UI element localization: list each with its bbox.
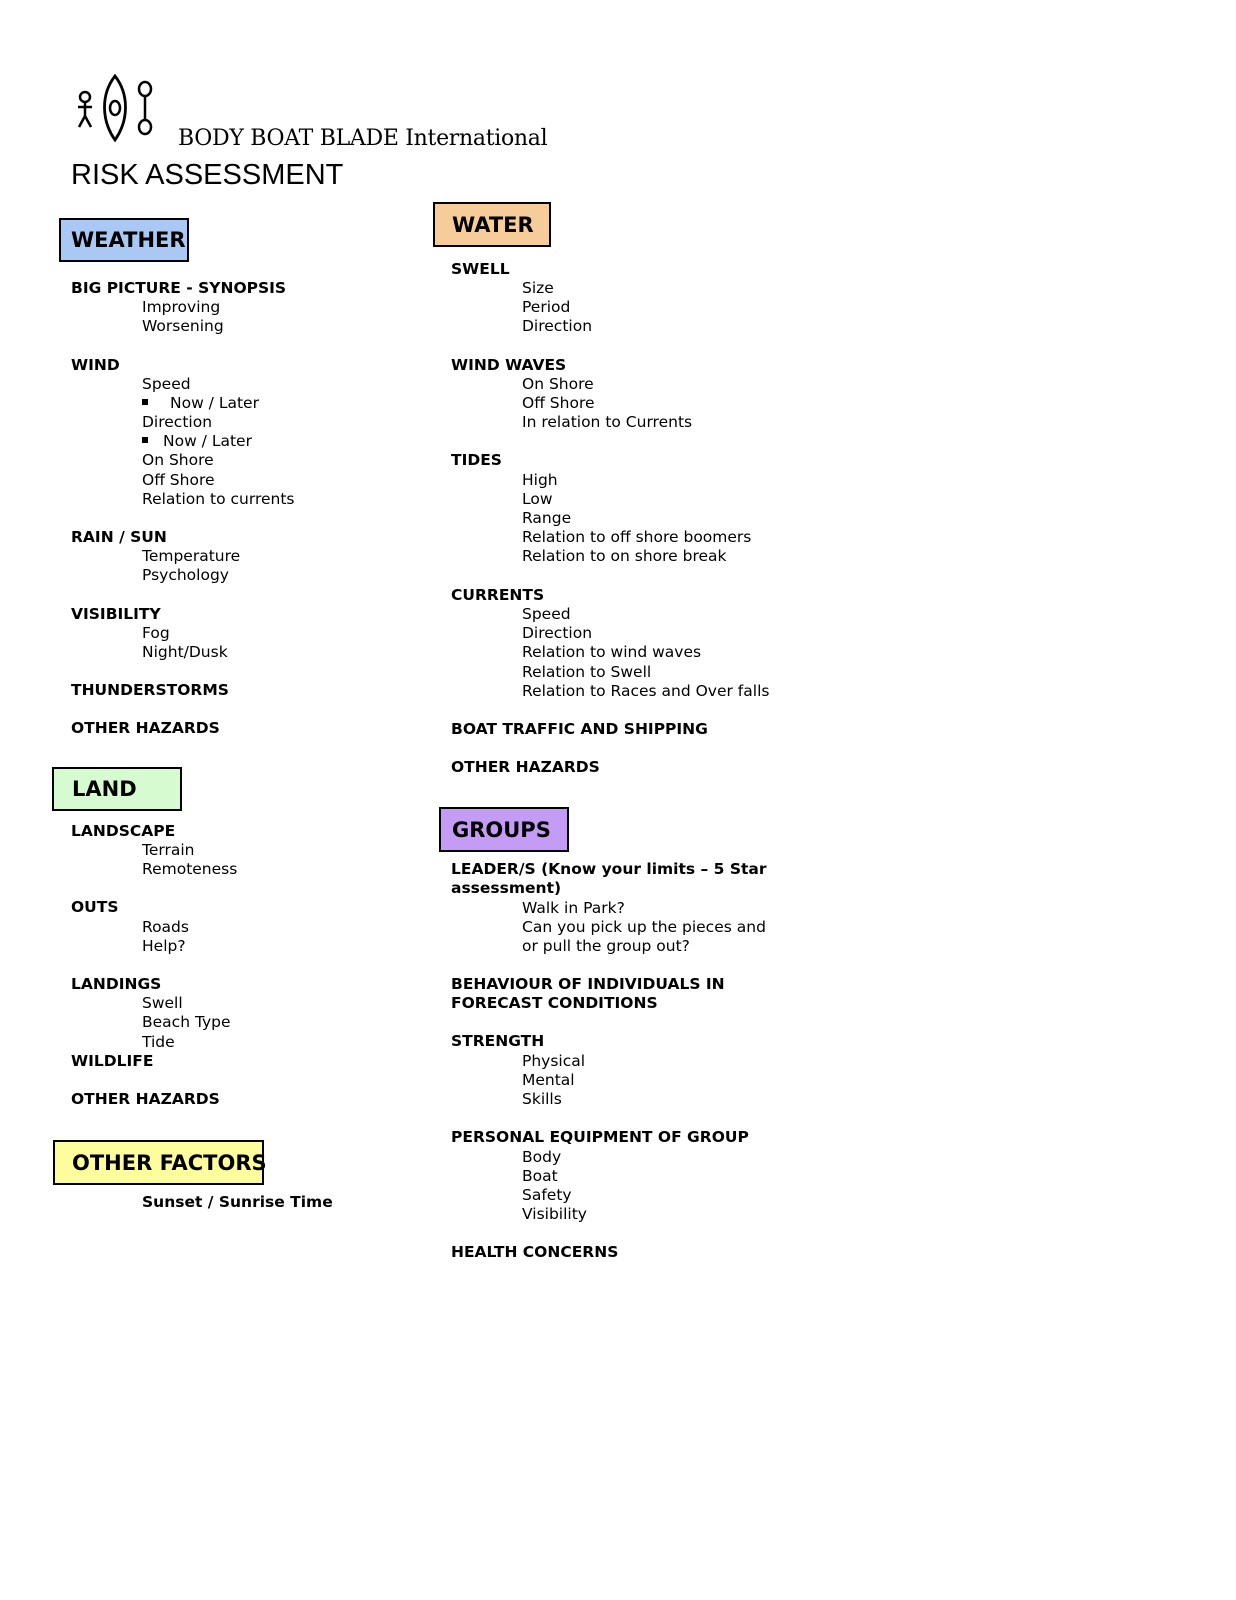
strength-heading: STRENGTH bbox=[451, 1032, 545, 1050]
list-item: Speed bbox=[142, 375, 191, 393]
list-item: Low bbox=[522, 490, 553, 508]
other-factors-label: OTHER FACTORS bbox=[72, 1150, 267, 1175]
list-item: Visibility bbox=[522, 1205, 587, 1223]
bullet-item-label: Now / Later bbox=[170, 394, 259, 412]
water-label: WATER bbox=[452, 212, 534, 237]
list-item: Period bbox=[522, 298, 571, 316]
list-item: Fog bbox=[142, 624, 170, 642]
list-item: Boat bbox=[522, 1167, 558, 1185]
list-item: Worsening bbox=[142, 317, 224, 335]
list-item: Psychology bbox=[142, 566, 229, 584]
square-bullet-icon bbox=[142, 437, 148, 443]
list-item: Speed bbox=[522, 605, 571, 623]
wildlife-heading: WILDLIFE bbox=[71, 1052, 154, 1070]
list-item: Physical bbox=[522, 1052, 586, 1070]
list-item: Size bbox=[522, 279, 554, 297]
list-item: Relation to Swell bbox=[522, 663, 652, 681]
list-item: Improving bbox=[142, 298, 221, 316]
list-item: Relation to wind waves bbox=[522, 643, 702, 661]
big-picture-heading: BIG PICTURE - SYNOPSIS bbox=[71, 279, 287, 297]
list-item: Can you pick up the pieces and bbox=[522, 918, 766, 936]
sunset-sunrise-item: Sunset / Sunrise Time bbox=[142, 1193, 333, 1211]
weather-label: WEATHER bbox=[71, 228, 186, 252]
list-item: Direction bbox=[142, 413, 213, 431]
list-item: Help? bbox=[142, 937, 186, 955]
list-item: On Shore bbox=[522, 375, 594, 393]
tides-heading: TIDES bbox=[451, 451, 502, 469]
landings-heading: LANDINGS bbox=[71, 975, 162, 993]
list-item: Off Shore bbox=[522, 394, 595, 412]
list-item: Direction bbox=[522, 624, 593, 642]
visibility-heading: VISIBILITY bbox=[71, 605, 161, 623]
groups-section-header bbox=[439, 807, 569, 852]
list-item: Tide bbox=[142, 1033, 175, 1051]
list-item: Range bbox=[522, 509, 572, 527]
list-item: Relation to off shore boomers bbox=[522, 528, 752, 546]
page-title: RISK ASSESSMENT bbox=[71, 159, 344, 191]
list-item: In relation to Currents bbox=[522, 413, 693, 431]
list-item: Mental bbox=[522, 1071, 575, 1089]
thunderstorms-heading: THUNDERSTORMS bbox=[71, 681, 229, 699]
equipment-heading: PERSONAL EQUIPMENT OF GROUP bbox=[451, 1128, 749, 1146]
list-item: Relation to currents bbox=[142, 490, 295, 508]
list-item: Relation to on shore break bbox=[522, 547, 727, 565]
groups-label: GROUPS bbox=[452, 817, 551, 842]
rain-sun-heading: RAIN / SUN bbox=[71, 528, 167, 546]
list-item: Remoteness bbox=[142, 860, 238, 878]
land-label: LAND bbox=[72, 777, 137, 801]
water-section-header bbox=[433, 202, 551, 247]
land-other-hazards-heading: OTHER HAZARDS bbox=[71, 1090, 220, 1108]
behaviour-heading-cont: FORECAST CONDITIONS bbox=[451, 994, 658, 1012]
landscape-heading: LANDSCAPE bbox=[71, 822, 176, 840]
outs-heading: OUTS bbox=[71, 898, 119, 916]
list-item: Skills bbox=[522, 1090, 562, 1108]
list-item: Body bbox=[522, 1148, 562, 1166]
health-concerns-heading: HEALTH CONCERNS bbox=[451, 1243, 619, 1261]
boat-traffic-heading: BOAT TRAFFIC AND SHIPPING bbox=[451, 720, 708, 738]
list-item: Walk in Park? bbox=[522, 899, 625, 917]
list-item: Relation to Races and Over falls bbox=[522, 682, 770, 700]
list-item: Swell bbox=[142, 994, 183, 1012]
list-item: or pull the group out? bbox=[522, 937, 690, 955]
list-item: On Shore bbox=[142, 451, 214, 469]
other-factors-section-header bbox=[53, 1140, 267, 1185]
leaders-heading-cont: assessment) bbox=[451, 879, 562, 897]
bullet-item bbox=[142, 432, 252, 451]
list-item: Safety bbox=[522, 1186, 572, 1204]
currents-heading: CURRENTS bbox=[451, 586, 545, 604]
weather-section-header bbox=[59, 218, 189, 262]
list-item: Terrain bbox=[142, 841, 195, 859]
leaders-heading: LEADER/S (Know your limits – 5 Star bbox=[451, 860, 767, 878]
behaviour-heading: BEHAVIOUR OF INDIVIDUALS IN bbox=[451, 975, 725, 993]
list-item: Beach Type bbox=[142, 1013, 231, 1031]
list-item: Off Shore bbox=[142, 471, 215, 489]
square-bullet-icon bbox=[142, 399, 148, 405]
swell-heading: SWELL bbox=[451, 260, 510, 278]
wind-waves-heading: WIND WAVES bbox=[451, 356, 567, 374]
list-item: Roads bbox=[142, 918, 189, 936]
list-item: Temperature bbox=[142, 547, 241, 565]
water-other-hazards-heading: OTHER HAZARDS bbox=[451, 758, 600, 776]
list-item: Direction bbox=[522, 317, 593, 335]
logo-figures-icon bbox=[76, 74, 160, 142]
org-name: BODY BOAT BLADE International bbox=[178, 126, 548, 151]
wind-heading: WIND bbox=[71, 356, 120, 374]
weather-other-hazards-heading: OTHER HAZARDS bbox=[71, 719, 220, 737]
list-item: High bbox=[522, 471, 558, 489]
land-section-header bbox=[52, 767, 182, 811]
list-item: Night/Dusk bbox=[142, 643, 228, 661]
bullet-item-label: Now / Later bbox=[163, 432, 252, 450]
bullet-item bbox=[142, 394, 259, 413]
